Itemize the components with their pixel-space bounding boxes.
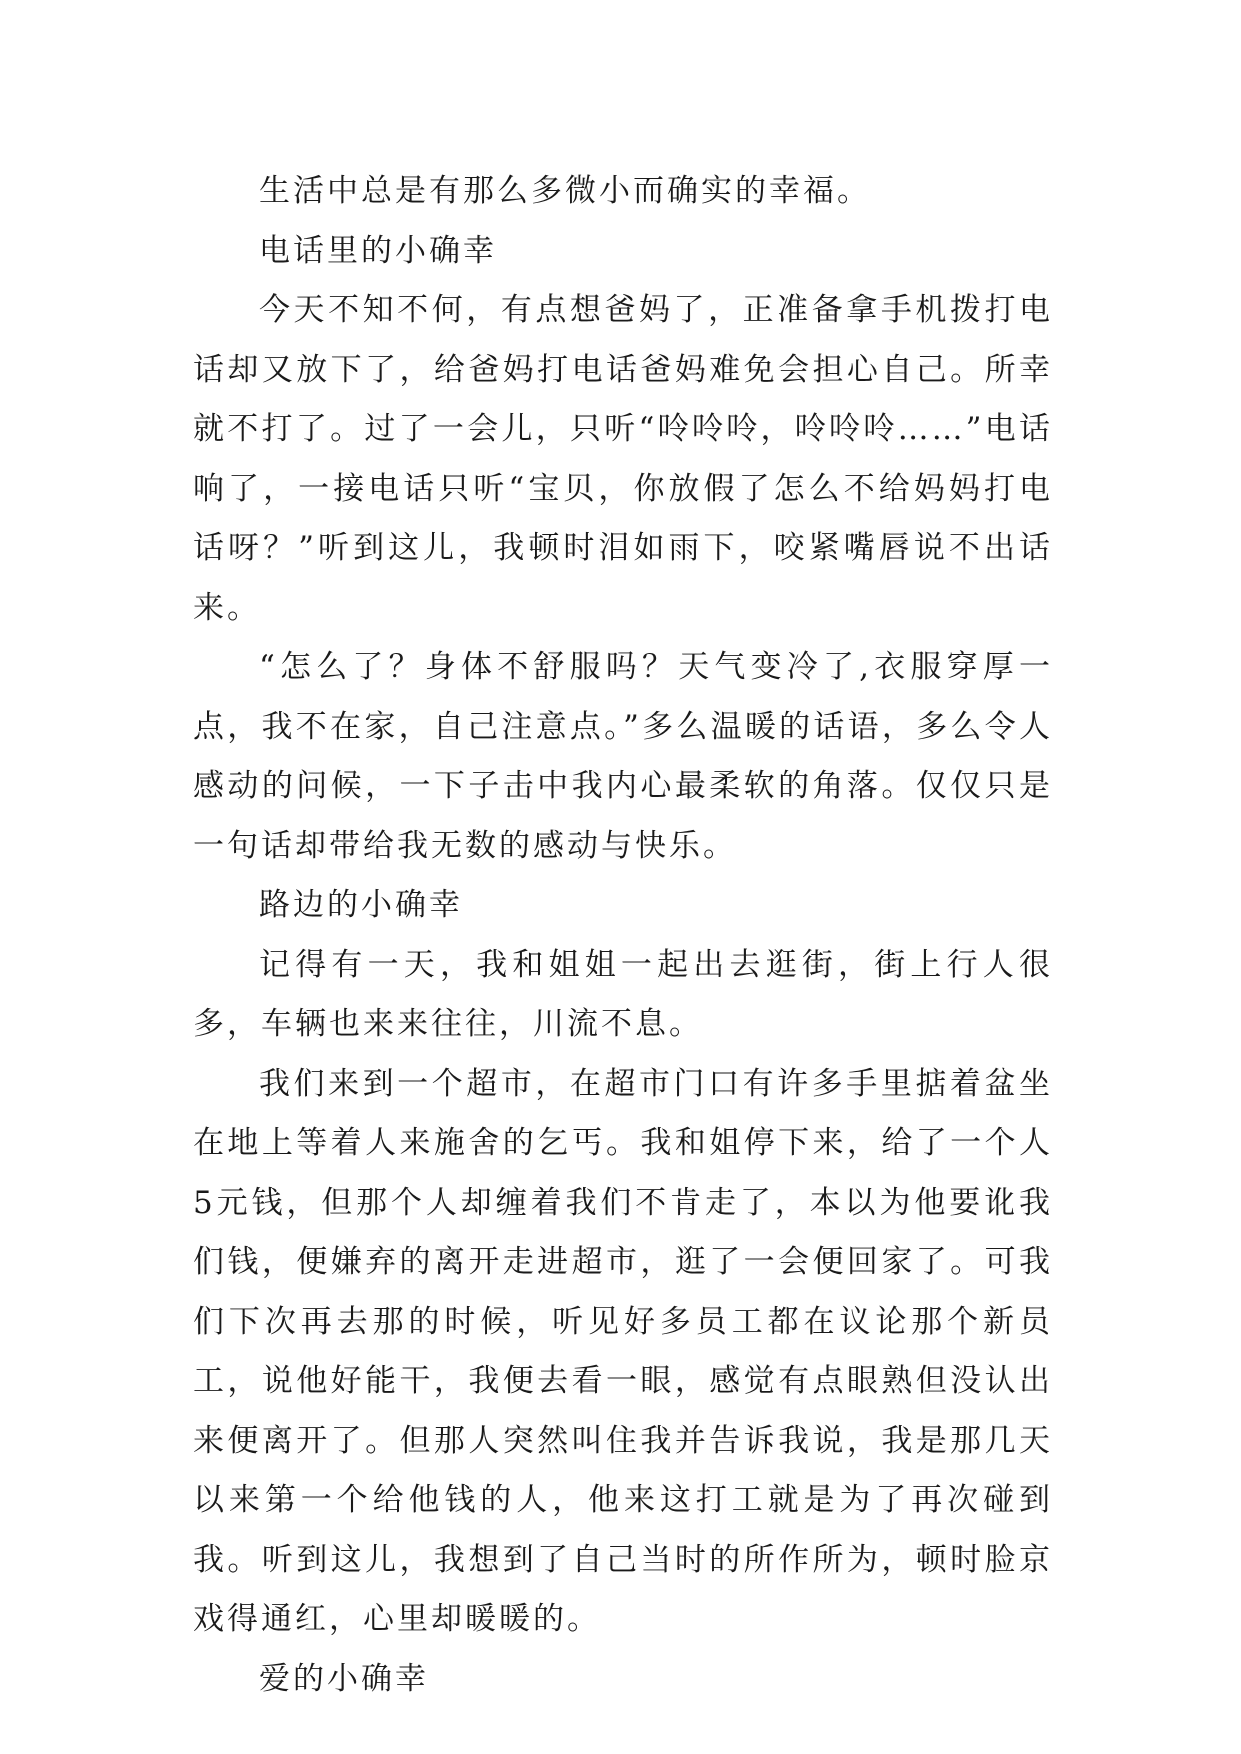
- section-heading-roadside: 路边的小确幸: [259, 887, 463, 923]
- intro-paragraph: 生活中总是有那么多微小而确实的幸福。: [259, 173, 871, 209]
- section-heading-love: 爱的小确幸: [259, 1660, 429, 1697]
- section-heading-phone: 电话里的小确幸: [259, 232, 497, 269]
- document-body: [193, 162, 1053, 1709]
- roadside-paragraph-1: 记得有一天，我和姐姐一起出去逛街，街上行人很多，车辆也来来往往，川流不息。: [193, 946, 1053, 1042]
- phone-paragraph-2: “怎么了？身体不舒服吗？天气变冷了,衣服穿厚一点，我不在家，自己注意点。”多么温暖的话语，多么令人感动的问候，一下子击中我内心最柔软的角落。仅仅只是一句话却带给我无数的感动与快乐。: [193, 649, 1053, 864]
- roadside-paragraph-2: 我们来到一个超市，在超市门口有许多手里掂着盆坐在地上等着人来施舍的乞丐。我和姐停下来，给了一个人5元钱，但那个人却缠着我们不肯走了，本以为他要讹我们钱，便嫌弃的离开走进超市，逛了一会便回家了。可我们下次再去那的时候，听见好多员工都在议论那个新员工，说他好能干，我便去看一眼，感觉有点眼熟但没认出来便离开了。但那人突然叫住我并告诉我说，我是那几天以来第一个给他钱的人，他来这打工就是为了再次碰到我。听到这儿，我想到了自己当时的所作所为，顿时脸京戏得通红，心里却暖暖的。: [193, 1065, 1053, 1637]
- phone-paragraph-1: 今天不知不何，有点想爸妈了，正准备拿手机拨打电话却又放下了，给爸妈打电话爸妈难免会担心自己。所幸就不打了。过了一会儿，只听“呤呤呤，呤呤呤……”电话响了，一接电话只听“宝贝，你放假了怎么不给妈妈打电话呀？”听到这儿，我顿时泪如雨下，咬紧嘴唇说不出话来。: [193, 292, 1053, 626]
